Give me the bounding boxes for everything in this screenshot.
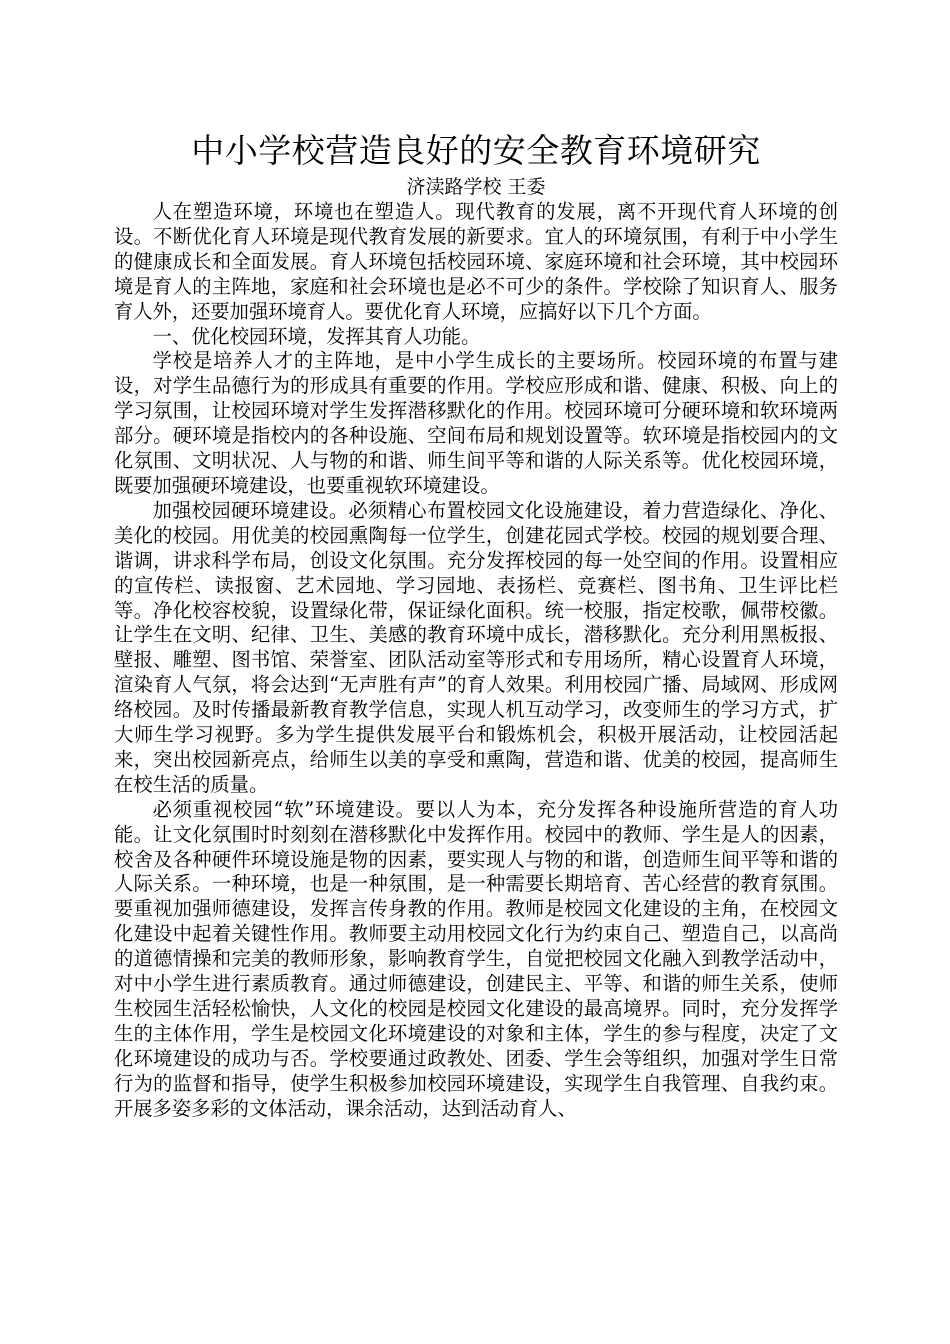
document-page [114,128,838,1122]
paragraph-hard-environment: 加强校园硬环境建设。必须精心布置校园文化设施建设，着力营造绿化、净化、美化的校园。用优美的校园熏陶每一位学生，创建花园式学校。校园的规划要合理、谐调，讲求科学布局，创设文化氛围。充分发挥校园的每一处空间的作用。设置相应的宣传栏、读报窗、艺术园地、学习园地、表扬栏、竞赛栏、图书角、卫生评比栏等。净化校容校貌，设置绿化带，保证绿化面积。统一校服，指定校歌，佩带校徽。让学生在文明、纪律、卫生、美感的教育环境中成长，潜移默化。充分利用黑板报、壁报、雕塑、图书馆、荣誉室、团队活动室等形式和专用场所，精心设置育人环境，渲染育人气氛，将会达到“无声胜有声”的育人效果。利用校园广播、局域网、形成网络校园。及时传播最新教育教学信息，实现人机互动学习，改变师生的学习方式，扩大师生学习视野。多为学生提供发展平台和锻炼机会，积极开展活动，让校园活起来，突出校园新亮点，给师生以美的享受和熏陶，营造和谐、优美的校园，提高师生在校生活的质量。 [114,498,838,796]
section-heading-1: 一、优化校园环境，发挥其育人功能。 [152,324,481,348]
paragraph-soft-environment: 必须重视校园“软”环境建设。要以人为本，充分发挥各种设施所营造的育人功能。让文化氛围时时刻刻在潜移默化中发挥作用。校园中的教师、学生是人的因素，校舍及各种硬件环境设施是物的因素，要实现人与物的和谐，创造师生间平等和谐的人际关系。一种环境，也是一种氛围，是一种需要长期培育、苦心经营的教育氛围。要重视加强师德建设，发挥言传身教的作用。教师是校园文化建设的主角，在校园文化建设中起着关键性作用。教师要主动用校园文化行为约束自己、塑造自己，以高尚的道德情操和完美的教师形象，影响教育学生，自觉把校园文化融入到教学活动中，对中小学生进行素质教育。通过师德建设，创建民主、平等、和谐的师生关系，使师生校园生活轻松愉快，人文化的校园是校园文化建设的最高境界。同时，充分发挥学生的主体作用，学生是校园文化环境建设的对象和主体，学生的参与程度，决定了文化环境建设的成功与否。学校要通过政教处、团委、学生会等组织，加强对学生日常行为的监督和指导，使学生积极参加校园环境建设，实现学生自我管理、自我约束。开展多姿多彩的文体活动，课余活动，达到活动育人、 [114,797,838,1120]
paragraph-intro: 人在塑造环境，环境也在塑造人。现代教育的发展，离不开现代育人环境的创设。不断优化育人环境是现代教育发展的新要求。宜人的环境氛围，有利于中小学生的健康成长和全面发展。育人环境包括校园环境、家庭环境和社会环境，其中校园环境是育人的主阵地，家庭和社会环境也是必不可少的条件。学校除了知识育人、服务育人外，还要加强环境育人。要优化育人环境，应搞好以下几个方面。 [114,200,838,323]
document-title: 中小学校营造良好的安全教育环境研究 [191,131,761,170]
document-author: 济渎路学校 王委 [406,176,546,198]
paragraph-school-environment: 学校是培养人才的主阵地，是中小学生成长的主要场所。校园环境的布置与建设，对学生品德行为的形成具有重要的作用。学校应形成和谐、健康、积极、向上的学习氛围，让校园环境对学生发挥潜移默化的作用。校园环境可分硬环境和软环境两部分。硬环境是指校内的各种设施、空间布局和规划设置等。软环境是指校园内的文化氛围、文明状况、人与物的和谐、师生间平等和谐的人际关系等。优化校园环境，既要加强硬环境建设，也要重视软环境建设。 [114,349,838,497]
